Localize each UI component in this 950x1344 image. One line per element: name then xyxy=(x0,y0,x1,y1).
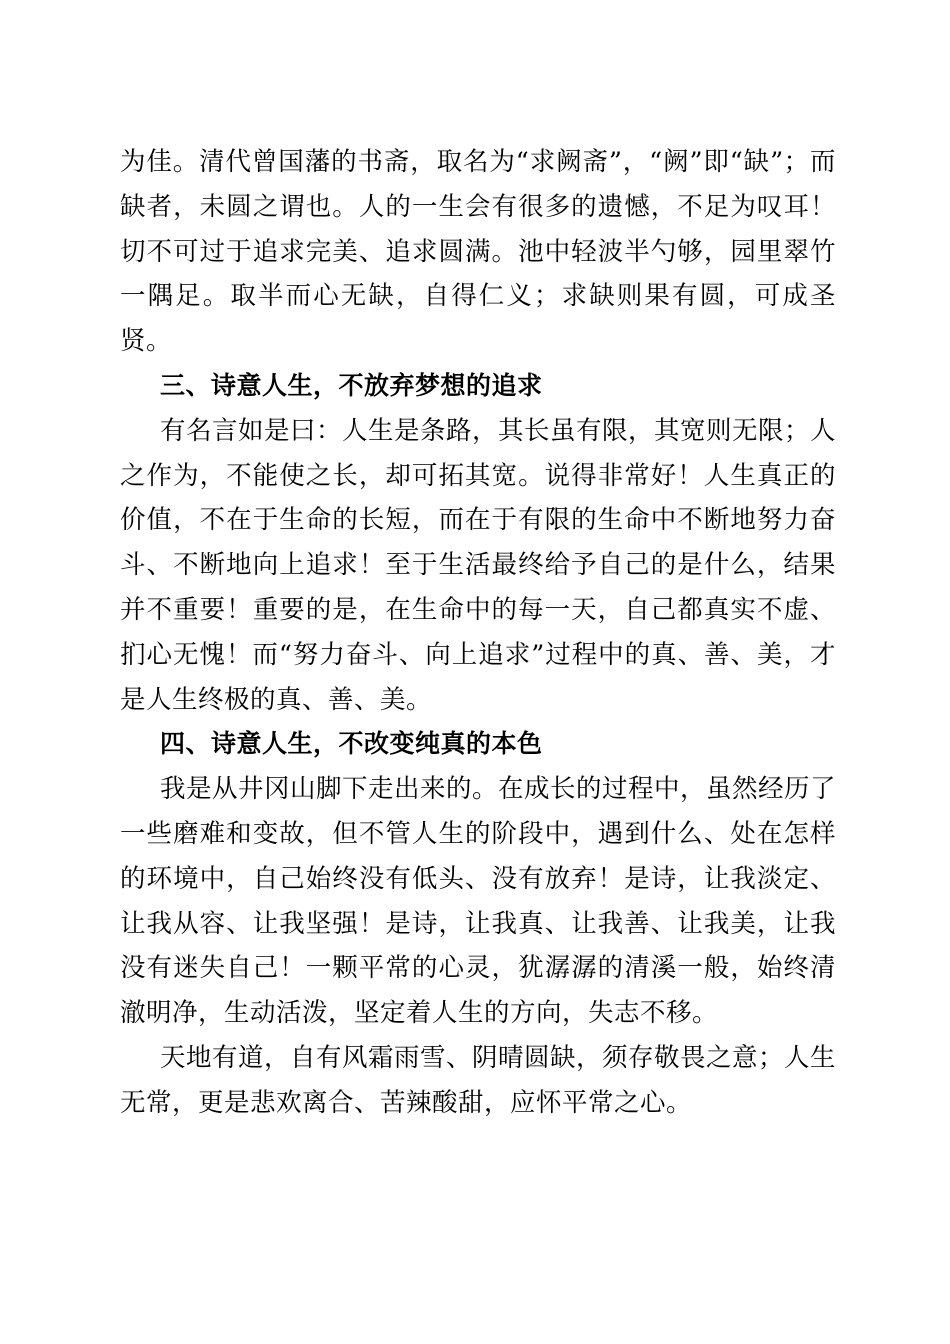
paragraph-section-4: 我是从井冈山脚下走出来的。在成长的过程中，虽然经历了一些磨难和变故，但不管人生的阶段中，遇到什么、处在怎样的环境中，自己始终没有低头、没有放弃！是诗，让我淡定、让我从容、让我坚强！是诗，让我真、让我善、让我美，让我没有迷失自己！一颗平常的心灵，犹潺潺的清溪一般，始终清澈明净，生动活泼，坚定着人生的方向，失志不移。 xyxy=(120,774,837,1029)
document-body xyxy=(120,140,836,1126)
paragraph-section-3: 有名言如是曰：人生是条路，其长虽有限，其宽则无限；人之作为，不能使之长，却可拓其宽。说得非常好！人生真正的价值，不在于生命的长短，而在于有限的生命中不断地努力奋斗、不断地向上追求！至于生活最终给予自己的是什么，结果并不重要！重要的是，在生命中的每一天，自己都真实不虚、扪心无愧！而“努力奋斗、向上追求”过程中的真、善、美，才是人生终极的真、善、美。 xyxy=(120,415,837,715)
paragraph-closing: 天地有道，自有风霜雨雪、阴晴圆缺，须存敬畏之意；人生无常，更是悲欢离合、苦辣酸甜，应怀平常之心。 xyxy=(120,1042,837,1118)
section-heading-4: 四、诗意人生，不改变纯真的本色 xyxy=(160,729,543,759)
section-heading-3: 三、诗意人生，不放弃梦想的追求 xyxy=(160,370,543,400)
paragraph-continuation: 为佳。清代曾国藩的书斋，取名为“求阙斋”，“阙”即“缺”；而缺者，未圆之谓也。人的一生会有很多的遗憾，不足为叹耳！切不可过于追求完美、追求圆满。池中轻波半勺够，园里翠竹一隅足。取半而心无缺，自得仁义；求缺则果有圆，可成圣贤。 xyxy=(120,147,836,357)
